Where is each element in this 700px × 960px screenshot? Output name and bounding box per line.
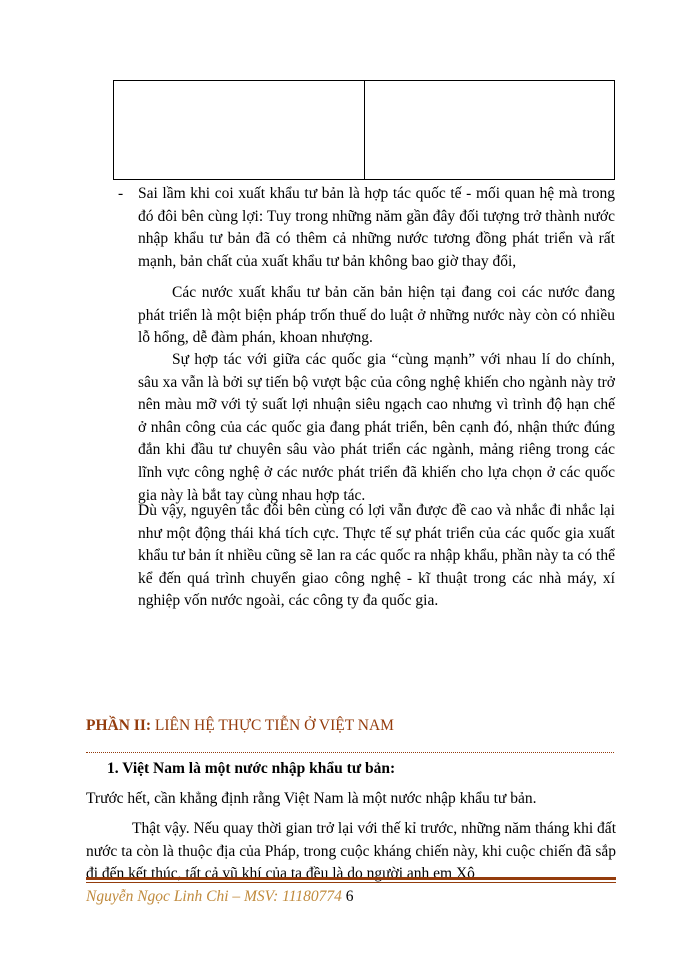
footer-rule-thick — [86, 877, 616, 880]
empty-table — [113, 80, 615, 180]
paragraph-2: Sự hợp tác với giữa các quốc gia “cùng mạnh” với nhau lí do chính, sâu xa vẫn là bởi sự tiến bộ vượt bậc của công nghệ khiến cho ngành này trở nên màu mỡ với tỷ suất lợi nhuận siêu ngạch cao nhưng vì trình độ hạn chế ở nhân công của các quốc gia đang phát triển, bên cạnh đó, nhận thức đúng đắn khi đầu tư chuyên sâu vào phát triển các ngành, mảng riêng trong các lĩnh vực công nghệ ở các nước phát triển đã khiến cho lựa chọn ở các quốc gia này là bắt tay cùng nhau hợp tác. — [138, 351, 615, 504]
table-cell-left — [114, 81, 364, 179]
paragraph-4: Thật vậy. Nếu quay thời gian trở lại với thế kỉ trước, những năm tháng khi đất nước ta còn là thuộc địa của Pháp, trong cuộc kháng chiến này, khi cuộc chiến đã sắp đi đến kết thúc, tất cả vũ khí của ta đều là do người anh em Xô — [86, 820, 616, 883]
subheading: 1. Việt Nam là một nước nhập khẩu tư bản: — [107, 760, 396, 777]
section-number: PHẦN II: — [86, 717, 152, 734]
section-title: LIÊN HỆ THỰC TIỄN Ở VIỆT NAM — [154, 717, 394, 734]
footer-rule-thin — [86, 882, 616, 883]
paragraph-1: Các nước xuất khẩu tư bản căn bản hiện tại đang coi các nước đang phát triển là một biện pháp trốn thuế do luật ở những nước này còn có nhiều lỗ hổng, dễ đàm phán, khoan nhượng. — [138, 284, 615, 347]
bullet-dash: - — [118, 185, 124, 202]
paragraph-3: Dù vậy, nguyên tắc đôi bên cùng có lợi vẫn được đề cao và nhắc đi nhắc lại như một động thái khá tích cực. Thực tế sự phát triển của các quốc gia xuất khẩu tư bản ít nhiều cũng sẽ lan ra các quốc ra nhập khẩu, phần này ta có thể kể đến quá trình chuyển giao công nghệ - kĩ thuật trong các nhà máy, xí nghiệp vốn nước ngoài, các công ty đa quốc gia. — [138, 502, 615, 610]
bullet-text: Sai lầm khi coi xuất khẩu tư bản là hợp tác quốc tế - mối quan hệ mà trong đó đôi bên cùng lợi: Tuy trong những năm gần đây đối tượng trở thành nước nhập khẩu tư bản đã có thêm cả những nước tương đồng phát triển và rất mạnh, bản chất của xuất khẩu tư bản không bao giờ thay đổi, — [138, 185, 615, 270]
section-divider — [86, 752, 614, 753]
intro-paragraph: Trước hết, cần khẳng định rằng Việt Nam là một nước nhập khẩu tư bản. — [86, 790, 537, 807]
footer-author: Nguyễn Ngọc Linh Chi – MSV: 11180774 — [86, 888, 342, 905]
section-heading — [86, 717, 394, 735]
bullet-item — [118, 183, 615, 273]
table-cell-right — [364, 81, 615, 179]
page-footer — [86, 888, 354, 906]
page-number: 6 — [345, 888, 354, 905]
